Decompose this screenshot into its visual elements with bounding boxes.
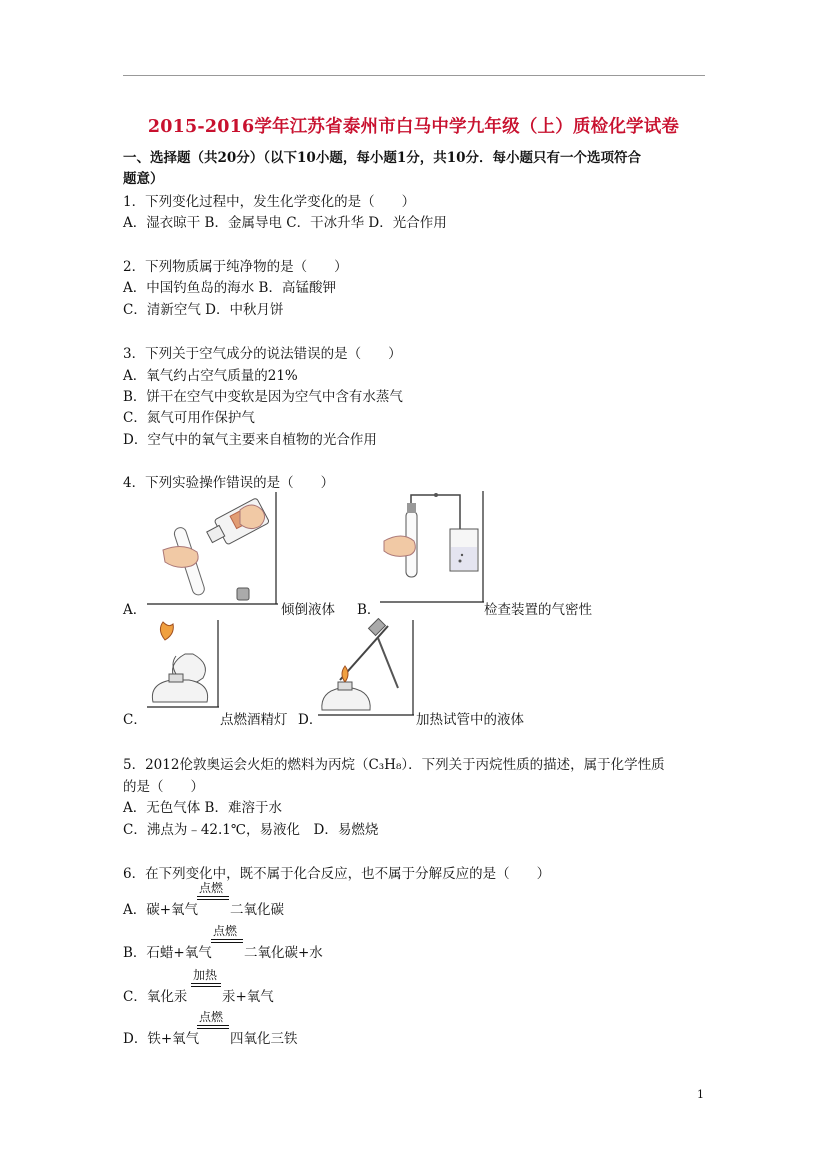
q2-options-line1: A．中国钓鱼岛的海水 B．高锰酸钾: [123, 280, 336, 296]
q6-c-products: 汞+氧气: [222, 989, 274, 1005]
q4-b-letter: B．: [357, 602, 381, 618]
q4-d-letter: D．: [298, 712, 323, 728]
q5-stem-line2: 的是（ ）: [123, 779, 204, 795]
q6-c-condition: 加热: [193, 968, 218, 982]
q6-b-condition: 点燃: [213, 924, 238, 938]
q4-a-label: 倾倒液体: [281, 602, 335, 618]
q6-a-products: 二氧化碳: [230, 902, 284, 918]
reaction-arrow-icon: [197, 1024, 229, 1030]
q4-a-letter: A．: [123, 602, 147, 618]
q6-b-products: 二氧化碳+水: [244, 945, 323, 961]
q1-stem: 1．下列变化过程中，发生化学变化的是（ ）: [123, 194, 416, 210]
q6-b-reactants: B．石蜡+氧气: [123, 945, 212, 961]
q3-stem: 3．下列关于空气成分的说法错误的是（ ）: [123, 346, 402, 362]
header-rule: [123, 75, 705, 76]
q5-options-line1: A．无色气体 B．难溶于水: [123, 800, 282, 816]
q4-d-label: 加热试管中的液体: [416, 712, 524, 728]
q3-option-a: A．氧气约占空气质量的21%: [123, 368, 298, 384]
q6-a-reactants: A．碳+氧气: [123, 902, 199, 918]
figure-heating-test-tube: [318, 618, 416, 718]
q4-c-letter: C．: [123, 712, 147, 728]
q6-a-condition: 点燃: [199, 881, 224, 895]
q3-option-d: D．空气中的氧气主要来自植物的光合作用: [123, 432, 377, 448]
q6-d-condition: 点燃: [199, 1010, 224, 1024]
q4-c-label: 点燃酒精灯: [220, 712, 288, 728]
page-title: 2015-2016学年江苏省泰州市白马中学九年级（上）质检化学试卷: [147, 117, 680, 137]
q6-d-reactants: D．铁+氧气: [123, 1031, 200, 1047]
reaction-arrow-icon: [211, 938, 243, 944]
q3-option-b: B．饼干在空气中变软是因为空气中含有水蒸气: [123, 389, 403, 405]
q3-option-c: C．氮气可用作保护气: [123, 410, 255, 426]
section-heading-line2: 题意）: [123, 171, 164, 187]
page-number: 1: [697, 1088, 704, 1101]
q1-options: A．湿衣晾干 B．金属导电 C．干冰升华 D．光合作用: [123, 215, 447, 231]
section-heading-line1: 一、选择题（共20分）（以下10小题，每小题1分，共10分．每小题只有一个选项符合: [123, 150, 642, 166]
q5-stem-line1: 5．2012伦敦奥运会火炬的燃料为丙烷（C₃H₈）．下列关于丙烷性质的描述，属于化学性质: [123, 757, 665, 773]
figure-airtightness-check: [380, 489, 486, 605]
figure-pouring-liquid: [145, 490, 280, 606]
q4-stem: 4．下列实验操作错误的是（ ）: [123, 475, 335, 491]
figure-lighting-alcohol-lamp: [145, 618, 221, 710]
q6-d-products: 四氧化三铁: [230, 1031, 298, 1047]
reaction-arrow-icon: [191, 982, 221, 988]
q4-b-label: 检查装置的气密性: [484, 602, 592, 618]
q6-stem: 6．在下列变化中，既不属于化合反应，也不属于分解反应的是（ ）: [123, 866, 551, 882]
q5-options-line2: C．沸点为﹣42.1℃，易液化 D．易燃烧: [123, 822, 379, 838]
q2-options-line2: C．清新空气 D．中秋月饼: [123, 302, 284, 318]
reaction-arrow-icon: [197, 895, 229, 901]
q2-stem: 2．下列物质属于纯净物的是（ ）: [123, 259, 348, 275]
q6-c-reactants: C．氧化汞: [123, 989, 188, 1005]
